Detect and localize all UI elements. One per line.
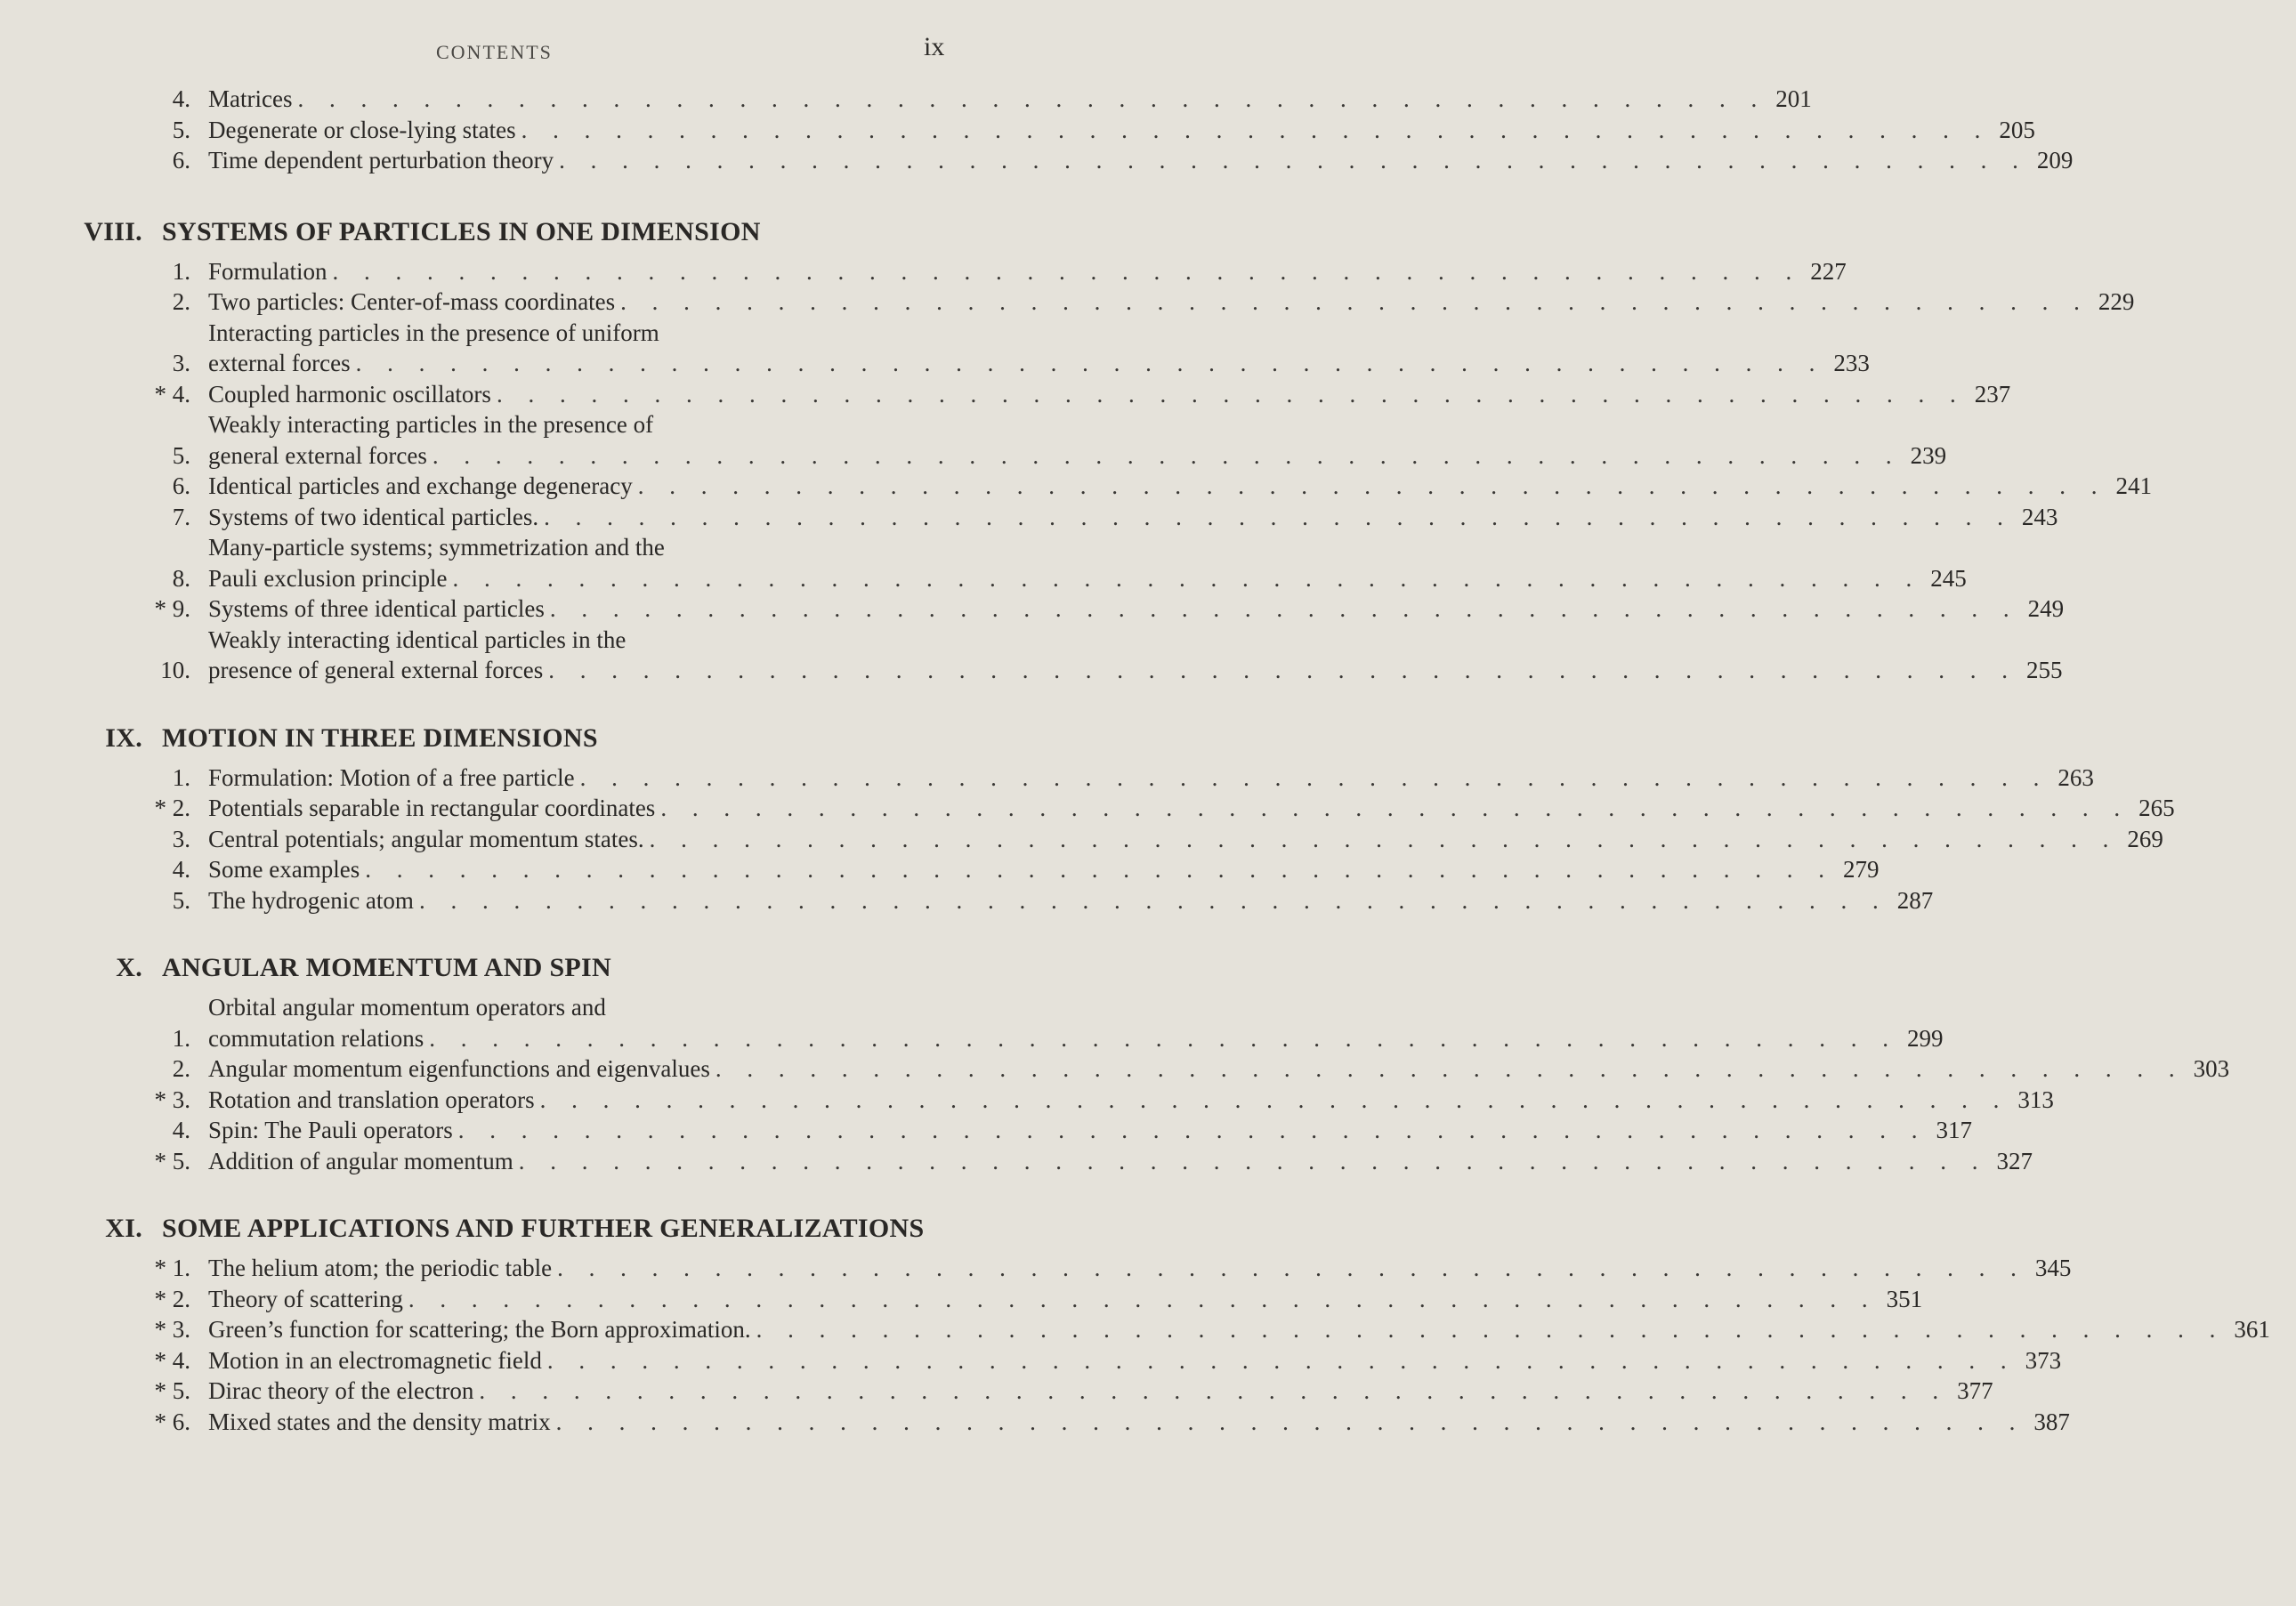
dot-leader	[297, 84, 1766, 115]
page-ref: 263	[2058, 763, 2094, 791]
section-title: Many-particle systems; symmetrization and the	[208, 534, 665, 561]
page-ref: 351	[1886, 1285, 1923, 1312]
toc-entry[interactable]	[71, 793, 2175, 824]
section-number: * 2.	[154, 795, 190, 821]
section-number: 3.	[172, 350, 190, 376]
page-ref: 249	[2027, 595, 2065, 622]
page-ref: 387	[2033, 1408, 2070, 1435]
dot-leader	[521, 115, 1991, 146]
page-ref: 299	[1906, 1024, 1944, 1052]
toc-entry[interactable]	[71, 854, 1880, 885]
toc-entry[interactable]	[71, 379, 2011, 410]
page-ref: 269	[2127, 825, 2163, 852]
dot-leader	[333, 256, 1802, 287]
toc-entry[interactable]	[71, 286, 2135, 318]
section-title: Interacting particles in the presence of uniform	[208, 319, 659, 346]
dot-leader	[544, 502, 2013, 533]
toc-entry[interactable]	[71, 1314, 2270, 1345]
section-number: 1.	[172, 1024, 190, 1052]
toc-entry[interactable]	[71, 471, 2152, 502]
section-number: 1.	[172, 257, 190, 285]
dot-leader	[540, 1085, 2009, 1116]
section-title: The helium atom; the periodic table	[208, 1255, 553, 1281]
chapter-title: SYSTEMS OF PARTICLES IN ONE DIMENSION	[162, 216, 761, 246]
section-number: 3.	[172, 825, 190, 852]
section-number: * 4.	[154, 1346, 190, 1374]
section-number: * 3.	[154, 1085, 190, 1113]
page-ref: 303	[2193, 1055, 2230, 1082]
section-number: * 3.	[154, 1316, 190, 1343]
chapter	[71, 953, 2230, 1176]
chapter	[71, 84, 2074, 176]
toc-entry[interactable]	[71, 318, 1870, 379]
section-number: 7.	[172, 503, 190, 530]
page-ref: 377	[1957, 1377, 1993, 1404]
dot-leader	[715, 1053, 2185, 1085]
page-ref: 345	[2034, 1255, 2072, 1281]
dot-leader	[547, 1345, 2017, 1376]
section-title: Degenerate or close-lying states	[208, 116, 516, 143]
page-ref: 279	[1842, 856, 1880, 883]
section-title: Dirac theory of the electron	[208, 1377, 474, 1404]
toc-entry[interactable]	[71, 1284, 1923, 1315]
section-title: Motion in an electromagnetic field	[208, 1346, 542, 1374]
section-title: Central potentials; angular momentum states.	[208, 825, 644, 852]
dot-leader	[458, 1115, 1928, 1146]
section-title: Identical particles and exchange degeneracy	[208, 472, 633, 499]
section-number: 4.	[172, 85, 190, 112]
running-head: CONTENTS	[436, 41, 553, 63]
page-ref: 241	[2115, 472, 2152, 499]
toc-entry[interactable]	[71, 1115, 1972, 1146]
dot-leader	[419, 885, 1888, 916]
dot-leader	[620, 286, 2090, 318]
section-title: Systems of two identical particles.	[208, 503, 539, 530]
section-title: general external forces	[208, 441, 427, 469]
dot-leader	[408, 1284, 1878, 1315]
section-title: Formulation	[208, 257, 327, 285]
section-number: 8.	[172, 564, 190, 592]
section-number: * 2.	[154, 1285, 190, 1312]
section-title: Time dependent perturbation theory	[208, 147, 554, 174]
chapter	[71, 216, 2152, 686]
section-title: Rotation and translation operators	[208, 1085, 535, 1113]
page-ref: 229	[2098, 288, 2135, 315]
section-title: Matrices	[208, 85, 293, 112]
toc-entry[interactable]	[71, 763, 2094, 794]
chapter-title: SOME APPLICATIONS AND FURTHER GENERALIZATIONS	[162, 1214, 925, 1243]
section-number: 1.	[172, 763, 190, 791]
page-ref: 209	[2036, 147, 2074, 174]
section-title: Two particles: Center-of-mass coordinates	[208, 288, 616, 315]
dot-leader	[429, 1023, 1898, 1054]
toc-entry[interactable]	[71, 625, 2063, 686]
dot-leader	[650, 824, 2119, 855]
dot-leader	[557, 1253, 2026, 1284]
toc-entry[interactable]	[71, 409, 1947, 471]
chapter-number: XI.	[105, 1214, 142, 1243]
page-ref: 205	[1999, 116, 2035, 143]
toc-entry[interactable]	[71, 1407, 2070, 1438]
chapter-heading	[71, 217, 961, 247]
section-number: 6.	[172, 147, 190, 174]
dot-leader	[452, 563, 1921, 594]
chapter	[71, 722, 2175, 916]
section-title: Angular momentum eigenfunctions and eigenvalues	[208, 1055, 710, 1082]
page-ref: 317	[1936, 1117, 1972, 1143]
section-title: Spin: The Pauli operators	[208, 1117, 453, 1143]
section-title: Formulation: Motion of a free particle	[208, 763, 575, 791]
chapter-number: X.	[116, 953, 142, 982]
toc-entry[interactable]	[71, 532, 1967, 593]
toc-entry[interactable]	[71, 593, 2065, 625]
toc-entry[interactable]	[71, 115, 2035, 146]
toc-entry[interactable]	[71, 1345, 2062, 1376]
chapter-number: IX.	[105, 722, 142, 753]
toc-entry[interactable]	[71, 145, 2074, 176]
page-number: ix	[924, 32, 945, 61]
section-number: 5.	[172, 886, 190, 914]
chapter	[71, 1214, 2270, 1437]
section-title: Weakly interacting identical particles in the	[208, 625, 627, 653]
dot-leader	[497, 379, 1966, 410]
section-title: Orbital angular momentum operators and	[208, 994, 606, 1021]
section-title: external forces	[208, 350, 351, 376]
dot-leader	[559, 145, 2028, 176]
toc-entry[interactable]	[71, 84, 1812, 115]
section-title: Potentials separable in rectangular coordinates	[208, 795, 656, 821]
page-ref: 233	[1833, 350, 1870, 376]
chapter-number: VIII.	[84, 216, 142, 246]
toc-entry[interactable]	[71, 1146, 2033, 1177]
page-ref: 245	[1930, 564, 1967, 592]
section-title: Some examples	[208, 856, 360, 883]
page-ref: 243	[2021, 503, 2058, 530]
dot-leader	[433, 440, 1902, 472]
dot-leader	[580, 763, 2049, 794]
page-ref: 265	[2138, 795, 2175, 821]
section-title: Addition of angular momentum	[208, 1147, 513, 1174]
toc-entry[interactable]	[71, 1253, 2072, 1284]
toc-entry[interactable]	[71, 502, 2058, 533]
page-ref: 373	[2025, 1346, 2062, 1374]
page-ref: 327	[1996, 1147, 2033, 1174]
section-title: The hydrogenic atom	[208, 886, 414, 914]
toc-entry[interactable]	[71, 1085, 2054, 1116]
page-ref: 313	[2017, 1085, 2054, 1113]
table-of-contents	[71, 84, 2270, 1474]
section-number: * 1.	[154, 1255, 190, 1281]
dot-leader	[556, 1407, 2025, 1438]
section-number: 4.	[172, 856, 190, 883]
section-number: 10.	[160, 657, 190, 683]
dot-leader	[660, 793, 2130, 824]
dot-leader	[479, 1376, 1948, 1407]
section-title: Theory of scattering	[208, 1285, 403, 1312]
section-number: * 4.	[154, 380, 190, 408]
section-number: * 5.	[154, 1147, 190, 1174]
chapter-title: MOTION IN THREE DIMENSIONS	[162, 722, 598, 753]
section-number: 2.	[172, 288, 190, 315]
toc-entry[interactable]	[71, 256, 1847, 287]
section-number: * 5.	[154, 1377, 190, 1404]
toc-entry[interactable]	[71, 1376, 1993, 1407]
dot-leader	[638, 471, 2107, 502]
page-ref: 255	[2026, 657, 2063, 683]
toc-entry[interactable]	[71, 1053, 2230, 1085]
section-title: Pauli exclusion principle	[208, 564, 448, 592]
section-number: 5.	[172, 116, 190, 143]
section-number: 4.	[172, 1117, 190, 1143]
section-number: 5.	[172, 441, 190, 469]
dot-leader	[550, 593, 2019, 625]
chapter-title: ANGULAR MOMENTUM AND SPIN	[162, 953, 611, 982]
dot-leader	[548, 655, 2017, 686]
dot-leader	[365, 854, 1834, 885]
toc-entry[interactable]	[71, 992, 1944, 1053]
section-title: Green’s function for scattering; the Born approximation.	[208, 1316, 751, 1343]
dot-leader	[519, 1146, 1988, 1177]
section-title: Mixed states and the density matrix	[208, 1408, 551, 1435]
section-number: * 6.	[154, 1408, 190, 1435]
section-title: Weakly interacting particles in the presence of	[208, 411, 654, 438]
page-ref: 227	[1810, 257, 1847, 285]
page-ref: 239	[1910, 441, 1947, 469]
page-ref: 287	[1896, 886, 1934, 914]
toc-entry[interactable]	[71, 885, 1934, 916]
page-ref: 201	[1775, 85, 1812, 112]
toc-entry[interactable]	[71, 824, 2163, 855]
dot-leader	[756, 1314, 2226, 1345]
section-title: presence of general external forces	[208, 657, 544, 683]
chapter-heading	[71, 953, 961, 983]
section-number: 2.	[172, 1055, 190, 1082]
page-ref: 237	[1974, 380, 2011, 408]
dot-leader	[356, 348, 1825, 379]
section-number: * 9.	[154, 595, 190, 622]
section-title: commutation relations	[208, 1024, 424, 1052]
page-ref: 361	[2234, 1316, 2270, 1343]
chapter-heading	[71, 723, 961, 754]
section-title: Systems of three identical particles	[208, 595, 545, 622]
chapter-heading	[71, 1214, 961, 1244]
section-title: Coupled harmonic oscillators	[208, 380, 491, 408]
section-number: 6.	[172, 472, 190, 499]
